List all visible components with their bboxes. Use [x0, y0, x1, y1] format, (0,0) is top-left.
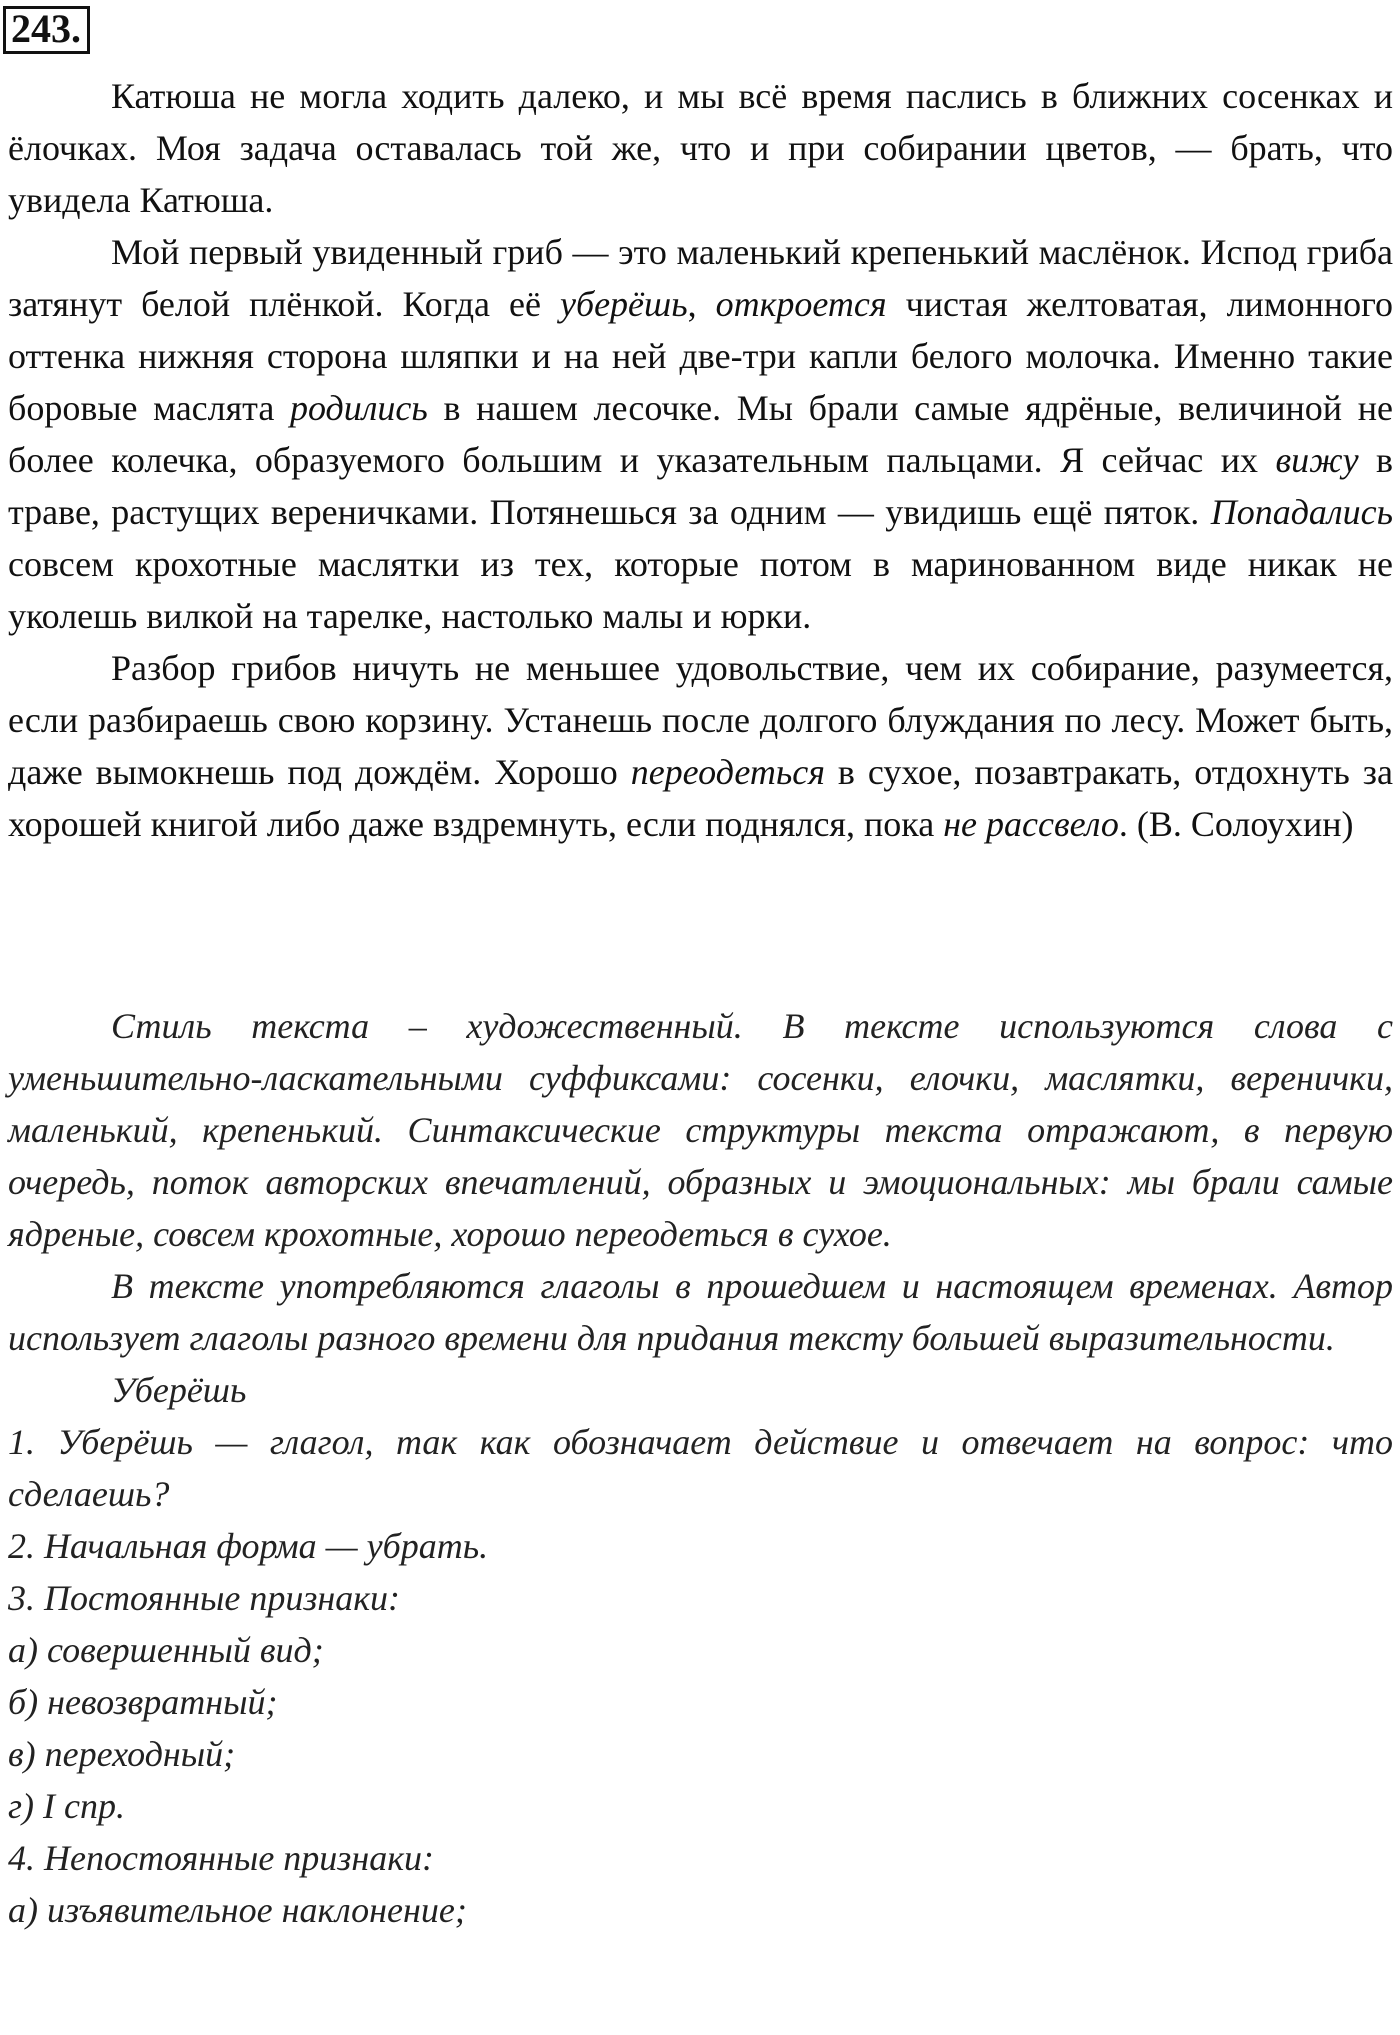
parsing-item: 3. Постоянные признаки:: [8, 1578, 401, 1618]
text-fragment: . (В. Солоухин): [1118, 804, 1354, 844]
source-text: [8, 70, 1393, 850]
text-fragment: в нашем лесочке. Мы брали самые ядрёные, величиной не более колечка, образуемого большим и указательным пальцами. Я сейчас их: [8, 388, 1393, 480]
analysis-section: [8, 1000, 1393, 1936]
highlighted-verb: не рассвело: [943, 804, 1119, 844]
text-fragment: в сухое, позавтракать, отдохнуть за хорошей книгой либо даже вздремнуть, если поднялся, пока: [8, 752, 1393, 844]
highlighted-verb: откроется: [715, 284, 887, 324]
tense-paragraph: В тексте употребляются глаголы в прошедшем и настоящем временах. Автор использует глаголы разного времени для придания тексту большей выразительности.: [8, 1266, 1393, 1358]
text-fragment: Разбор грибов ничуть не меньшее удовольствие, чем их собирание, разумеется, если разбираешь свою корзину. Устанешь после долгого блуждания по лесу. Может быть, даже вымокнешь под дождём. Хорошо: [8, 648, 1393, 792]
parsing-item: а) совершенный вид;: [8, 1630, 324, 1670]
parsing-item: 4. Непостоянные признаки:: [8, 1838, 435, 1878]
parsing-item: в) переходный;: [8, 1734, 236, 1774]
source-paragraph-1: Катюша не могла ходить далеко, и мы всё время паслись в ближних сосенках и ёлочках. Моя задача оставалась той же, что и при собирании цветов, — брать, что увидела Катюша.: [8, 76, 1393, 220]
style-paragraph: Стиль текста – художественный. В тексте используются слова с уменьшительно-ласкательными суффиксами: сосенки, елочки, маслятки, веренички, маленький, крепенький. Синтаксические структуры текста отражают, в первую очередь, поток авторских впечатлений, образных и эмоциональных: мы брали самые ядреные, совсем крохотные, хорошо переодеться в сухое.: [8, 1006, 1393, 1254]
text-fragment: в траве, растущих вереничками. Потянешься за одним — увидишь ещё пяток.: [8, 440, 1393, 532]
highlighted-verb: уберёшь: [559, 284, 688, 324]
parsing-item: б) невозвратный;: [8, 1682, 278, 1722]
text-fragment: ,: [687, 284, 716, 324]
source-paragraph-3: [8, 642, 1393, 850]
parsing-item: а) изъявительное наклонение;: [8, 1890, 467, 1930]
parsing-item: г) I спр.: [8, 1786, 125, 1826]
highlighted-verb: переодеться: [630, 752, 825, 792]
highlighted-verb: вижу: [1275, 440, 1359, 480]
source-paragraph-2: [8, 226, 1393, 642]
parsing-item: 2. Начальная форма — убрать.: [8, 1526, 489, 1566]
text-fragment: Мой первый увиденный гриб — это маленький крепенький маслёнок. Испод гриба затянут белой плёнкой. Когда её: [8, 232, 1393, 324]
parsing-word: Уберёшь: [111, 1370, 247, 1410]
highlighted-verb: родились: [290, 388, 428, 428]
exercise-number: 243.: [3, 6, 90, 54]
parsing-item: 1. Уберёшь — глагол, так как обозначает действие и отвечает на вопрос: что сделаешь?: [8, 1422, 1393, 1514]
highlighted-verb: Попадались: [1210, 492, 1393, 532]
text-fragment: совсем крохотные маслятки из тех, которые потом в маринованном виде никак не уколешь вилкой на тарелке, настолько малы и юрки.: [8, 544, 1393, 636]
text-fragment: чистая желтоватая, лимонного оттенка нижняя сторона шляпки и на ней две-три капли белого молочка. Именно такие боровые маслята: [8, 284, 1394, 428]
